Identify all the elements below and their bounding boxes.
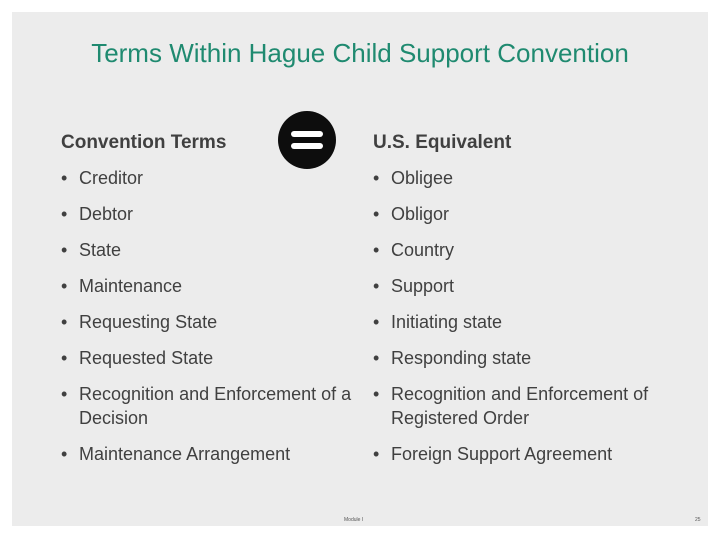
list-item-text: Obligor	[391, 204, 450, 224]
bullet: •	[373, 312, 380, 332]
list-item-state	[61, 238, 361, 262]
us-equivalent-heading: U.S. Equivalent	[373, 132, 512, 153]
equals-bar-top	[291, 131, 323, 137]
bullet: •	[373, 204, 380, 224]
list-item-text: State	[79, 240, 122, 260]
list-item-text: Requesting State	[79, 312, 218, 332]
list-item-support	[373, 274, 693, 298]
bullet: •	[61, 444, 68, 464]
bullet: •	[373, 240, 380, 260]
list-item-responding-state	[373, 346, 693, 370]
bullet: •	[61, 312, 68, 332]
list-item-text: Country	[391, 240, 455, 260]
slide-title: Terms Within Hague Child Support Convention	[91, 38, 629, 68]
page-number: 25	[695, 517, 701, 523]
list-item-initiating-state	[373, 310, 693, 334]
slide	[12, 12, 708, 526]
bullet: •	[61, 348, 68, 368]
convention-terms-heading: Convention Terms	[61, 132, 227, 153]
list-item-text: Foreign Support Agreement	[391, 444, 613, 464]
bullet: •	[373, 168, 380, 188]
list-item-requested-state	[61, 346, 361, 370]
list-item-creditor	[61, 166, 361, 190]
list-item-recognition-order	[373, 382, 693, 430]
list-item-text: Support	[391, 276, 455, 296]
list-item-text: Debtor	[79, 204, 134, 224]
list-item-text: Creditor	[79, 168, 144, 188]
list-item-obligor	[373, 202, 693, 226]
bullet: •	[61, 204, 68, 224]
bullet: •	[61, 168, 68, 188]
convention-terms-list	[61, 166, 361, 478]
list-item-text: Maintenance	[79, 276, 183, 296]
bullet: •	[61, 240, 68, 260]
equals-icon	[278, 111, 336, 169]
list-item-requesting-state	[61, 310, 361, 334]
equals-bar-bottom	[291, 143, 323, 149]
list-item-text: Requested State	[79, 348, 214, 368]
bullet: •	[373, 444, 380, 464]
list-item-text: Recognition and Enforcement of Registered Order	[391, 384, 649, 428]
list-item-debtor	[61, 202, 361, 226]
bullet: •	[373, 348, 380, 368]
list-item-obligee	[373, 166, 693, 190]
list-item-maintenance-arrangement	[61, 442, 361, 466]
list-item-text: Obligee	[391, 168, 454, 188]
list-item-text: Recognition and Enforcement of a Decision	[79, 384, 352, 428]
footer-module-label: Module I	[344, 517, 364, 523]
bullet: •	[61, 384, 68, 404]
list-item-text: Responding state	[391, 348, 532, 368]
list-item-maintenance	[61, 274, 361, 298]
us-equivalent-list	[373, 166, 693, 478]
bullet: •	[61, 276, 68, 296]
list-item-recognition-decision	[61, 382, 361, 430]
list-item-country	[373, 238, 693, 262]
list-item-text: Maintenance Arrangement	[79, 444, 291, 464]
list-item-text: Initiating state	[391, 312, 503, 332]
bullet: •	[373, 276, 380, 296]
list-item-foreign-support-agreement	[373, 442, 693, 466]
bullet: •	[373, 384, 380, 404]
